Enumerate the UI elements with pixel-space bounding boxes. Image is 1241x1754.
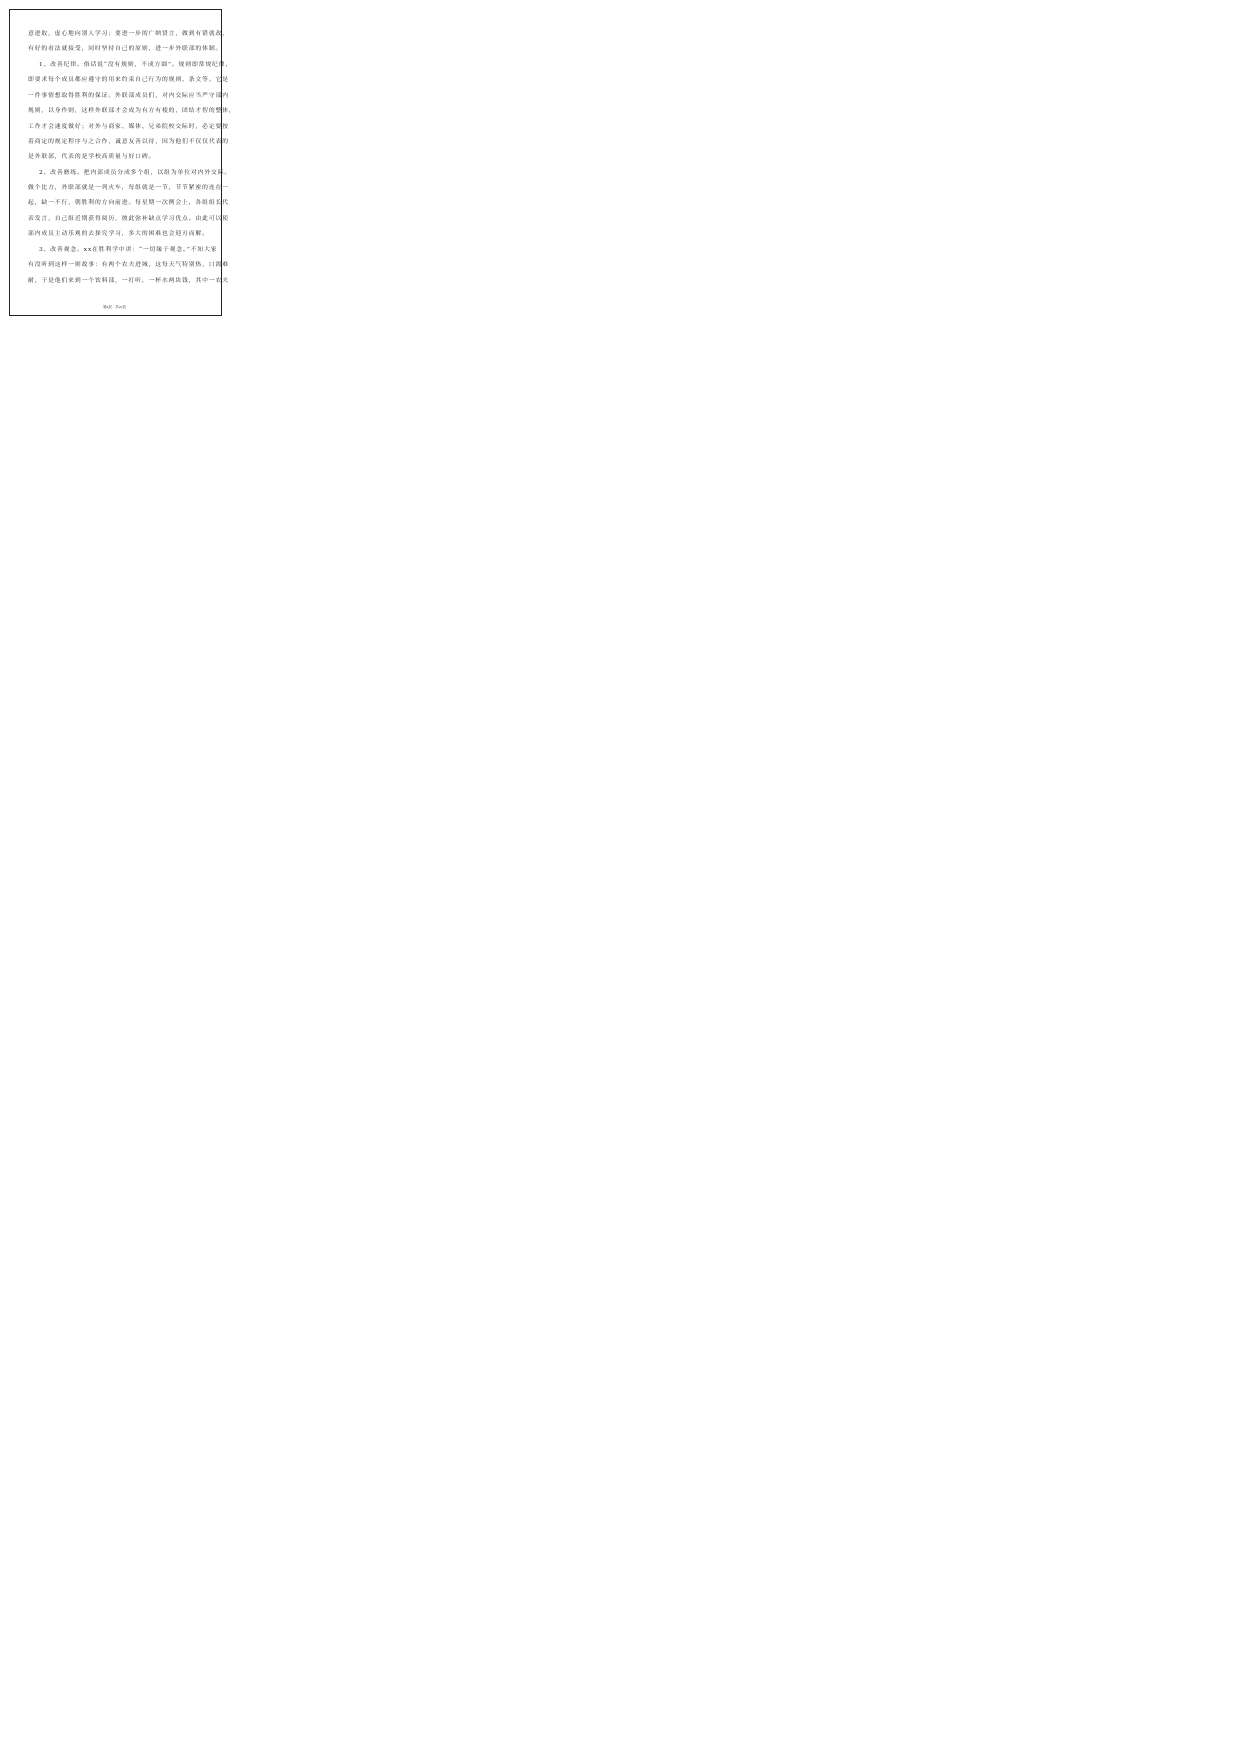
text-line: 工作才会速度做好；对外与商家、媒体、兄弟院校交际时，必定要按: [28, 124, 229, 130]
text-line: 即要求每个成员都应遵守的用来约束自己行为的规则、条文等。它是: [28, 77, 229, 83]
text-line: 起，缺一不行，朝胜利的方向前进。每星期一次例会上，各组组长代: [28, 200, 229, 206]
text-line: 1、改善纪律。俗话说“没有规则，不成方圆”。规则即常规纪律，: [39, 62, 233, 68]
text-line: 表发言，自己组近期获得阅历，彼此弥补缺点学习优点。由此可以使: [28, 216, 229, 222]
text-line: 一件事情想取得胜利的保证。外联部成员们，对内交际应当严守部内: [28, 93, 229, 99]
text-line: 着商定的规定程序与之合作，诚意友善以待，因为他们不仅仅代表的: [28, 139, 229, 145]
text-line: 3、改善观念。xx在胜利学中讲：“一切缘于观念。”不知大家: [39, 247, 218, 253]
text-line: 有没听到这样一则故事：有两个农夫进城，这每天气特别热，口渴难: [28, 262, 229, 268]
text-line: 有好的看法就接受，同时坚持自己的原则，进一步外联部的体制。: [28, 46, 223, 52]
page-border: [9, 9, 236, 316]
text-line: 规则，以身作则，这样外联部才会成为有方有棱的，团结才智的整体，: [28, 108, 236, 114]
text-line: 是外联部，代表的是学校高质量与好口碑。: [28, 154, 156, 160]
text-line: 耐，于是他们来到一个饮料部，一打听，一杯水两块钱，其中一农夫: [28, 278, 229, 284]
text-line: 2、改善磨练。把内部成员分成多个组，以组为单位对内外交际。: [39, 170, 232, 176]
page-footer: 第6页 共22页: [103, 305, 126, 309]
text-line: 意进取，虚心地向别人学习；要进一步的广纳贤言，做到有错就改，: [28, 31, 229, 37]
text-line: 部内成员主动乐观的去探究学习，多大的困难也会迎刃而解。: [28, 231, 209, 237]
text-line: 做个比方，外联部就是一列火车，每组就是一节，节节紧密的连在一: [28, 185, 229, 191]
